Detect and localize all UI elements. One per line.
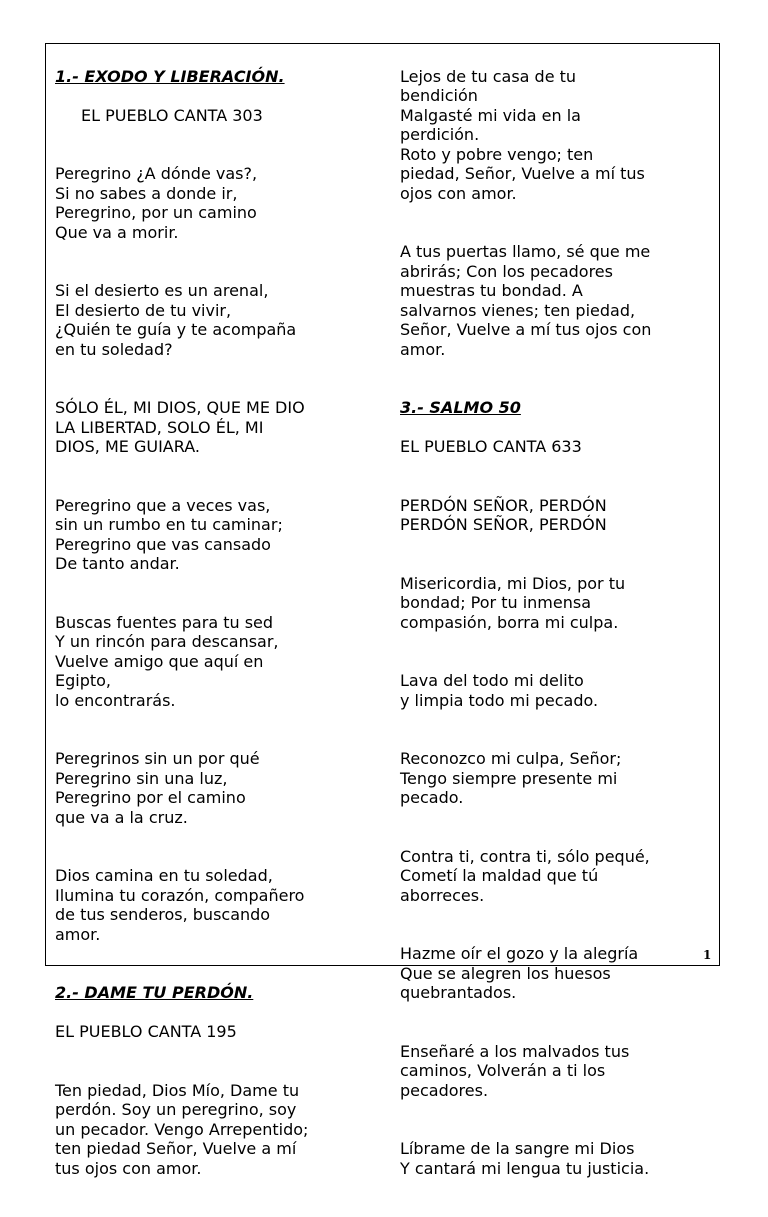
section-3-verse-2: Misericordia, mi Dios, por tu bondad; Por tu inmensa compasión, borra mi culpa. [400,573,626,632]
section-1-subtitle: EL PUEBLO CANTA 303 [81,105,263,125]
section-2-subtitle: EL PUEBLO CANTA 195 [55,1022,237,1041]
section-1-verse-2: Si el desierto es un arenal, El desierto de tu vivir, ¿Quién te guía y te acompaña en tu soledad? [55,281,297,359]
section-3-verse-7: Enseñaré a los malvados tus caminos, Volverán a ti los pecadores. [400,1041,630,1100]
section-3-verse-4: Reconozco mi culpa, Señor; Tengo siempre presente mi pecado. [400,749,622,807]
section-3-verse-1: PERDÓN SEÑOR, PERDÓN PERDÓN SEÑOR, PERDÓN [400,495,607,534]
right-column [400,47,716,1217]
section-1-verse-3: SÓLO ÉL, MI DIOS, QUE ME DIO LA LIBERTAD, SOLO ÉL, MI DIOS, ME GUIARA. [55,398,305,456]
section-3-verse-6: Hazme oír el gozo y la alegría Que se alegren los huesos quebrantados. [400,944,639,1002]
section-1-verse-7: Dios camina en tu soledad, Ilumina tu corazón, compañero de tus senderos, buscando amor. [55,866,305,944]
section-2-verse-2: Lejos de tu casa de tu bendición Malgasté mi vida en la perdición. Roto y pobre vengo; ten piedad, Señor, Vuelve a mí tus ojos con amor. [400,66,645,203]
section-2-verse-1: Ten piedad, Dios Mío, Dame tu perdón. Soy un peregrino, soy un pecador. Vengo Arrepentido; ten piedad Señor, Vuelve a mí tus ojos con amor. [55,1080,309,1178]
section-1-verse-4: Peregrino que a veces vas, sin un rumbo en tu caminar; Peregrino que vas cansado De tanto andar. [55,495,283,573]
left-column [55,47,385,1217]
section-1-heading: 1.- EXODO Y LIBERACIÓN. [55,66,285,86]
section-2-heading: 2.- DAME TU PERDÓN. [55,983,254,1002]
section-1-verse-5: Buscas fuentes para tu sed Y un rincón para descansar, Vuelve amigo que aquí en Egipto, lo encontrarás. [55,612,279,710]
section-3-heading: 3.- SALMO 50 [400,398,521,417]
section-1-verse-6: Peregrinos sin un por qué Peregrino sin una luz, Peregrino por el camino que va a la cruz. [55,749,260,827]
section-3-verse-8: Líbrame de la sangre mi Dios Y cantará mi lengua tu justicia. [400,1139,650,1178]
section-2-verse-3: A tus puertas llamo, sé que me abrirás; Con los pecadores muestras tu bondad. A salvarnos vienes; ten piedad, Señor, Vuelve a mí tus ojos con amor. [400,242,652,359]
section-3-subtitle: EL PUEBLO CANTA 633 [400,437,582,456]
section-3-verse-5: Contra ti, contra ti, sólo pequé, Cometí la maldad que tú aborreces. [400,846,650,905]
section-1-verse-1: Peregrino ¿A dónde vas?, Si no sabes a donde ir, Peregrino, por un camino Que va a morir. [55,164,258,242]
section-3-verse-3: Lava del todo mi delito y limpia todo mi pecado. [400,671,599,710]
page-frame [45,43,720,1178]
page-number: 1 [703,948,712,962]
